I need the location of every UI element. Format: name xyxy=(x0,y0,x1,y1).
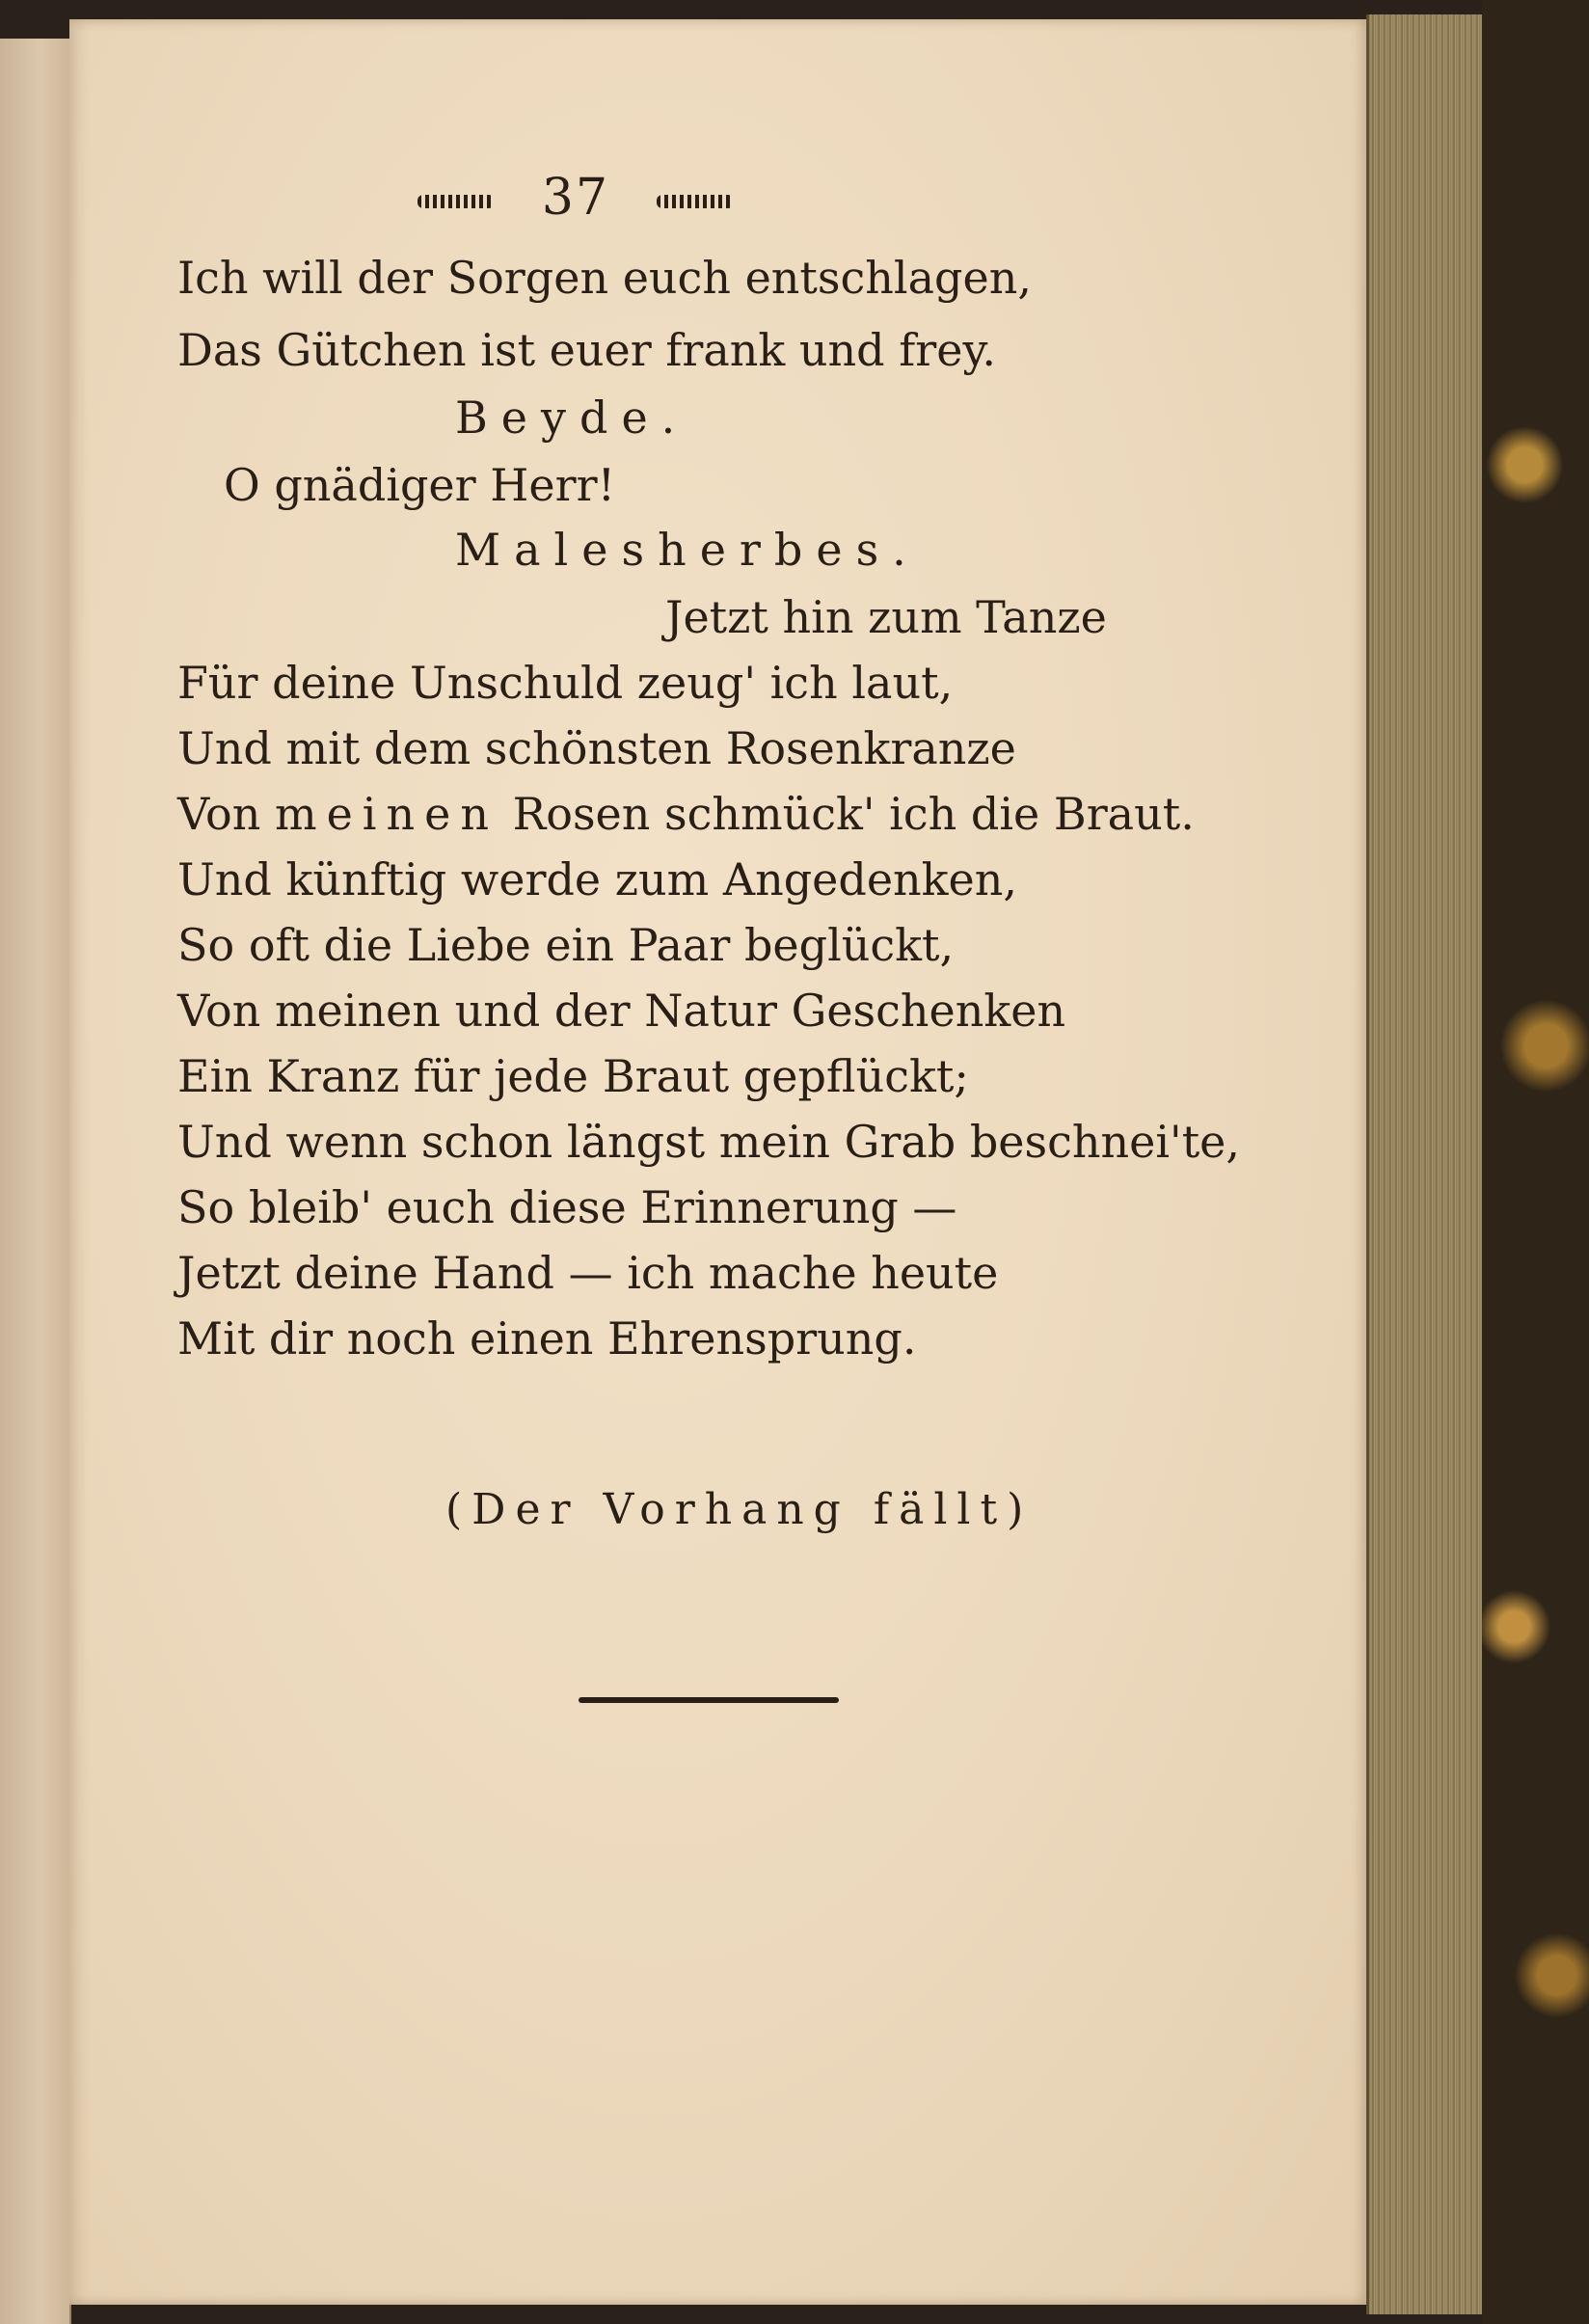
page-content xyxy=(69,19,1366,2305)
speaker-name: Malesherbes. xyxy=(455,524,920,576)
verse-line: Und wenn schon längst mein Grab beschnei'te, xyxy=(177,1116,1241,1168)
verse-word: Von xyxy=(177,788,261,840)
verse-line: Und mit dem schönsten Rosenkranze xyxy=(177,722,1016,774)
verse-line: Das Gütchen ist euer frank und frey. xyxy=(177,324,996,376)
verse-line: Mit dir noch einen Ehrensprung. xyxy=(177,1312,917,1365)
verse-line: Von meinen und der Natur Geschenken xyxy=(177,985,1066,1037)
verse-line xyxy=(177,787,1195,841)
previous-page-edge xyxy=(0,39,71,2324)
verse-line: Ich will der Sorgen euch entschlagen, xyxy=(177,252,1032,304)
verse-line: So bleib' euch diese Erinnerung — xyxy=(177,1181,957,1233)
verse-line: So oft die Liebe ein Paar beglückt, xyxy=(177,919,955,971)
verse-line: O gnädiger Herr! xyxy=(224,459,616,511)
ornament-left xyxy=(417,195,495,208)
speaker-name: Beyde. xyxy=(455,392,689,444)
stage-direction: (Der Vorhang fällt) xyxy=(445,1485,1034,1534)
ornament-right xyxy=(657,195,734,208)
verse-line: Jetzt deine Hand — ich mache heute xyxy=(177,1247,999,1299)
marbled-cover xyxy=(1482,0,1589,2324)
verse-word: Rosen schmück' ich die Braut. xyxy=(512,788,1195,840)
page-number: 37 xyxy=(541,169,610,227)
verse-line: Und künftig werde zum Angedenken, xyxy=(177,853,1018,905)
running-head xyxy=(69,169,1082,227)
verse-line: Ein Kranz für jede Braut gepflückt; xyxy=(177,1050,969,1102)
page-edges xyxy=(1366,14,1485,2314)
verse-line: Für deine Unschuld zeug' ich laut, xyxy=(177,657,954,709)
end-rule xyxy=(579,1697,839,1703)
emphasized-word: meinen xyxy=(274,788,498,840)
verse-line: Jetzt hin zum Tanze xyxy=(665,591,1107,643)
